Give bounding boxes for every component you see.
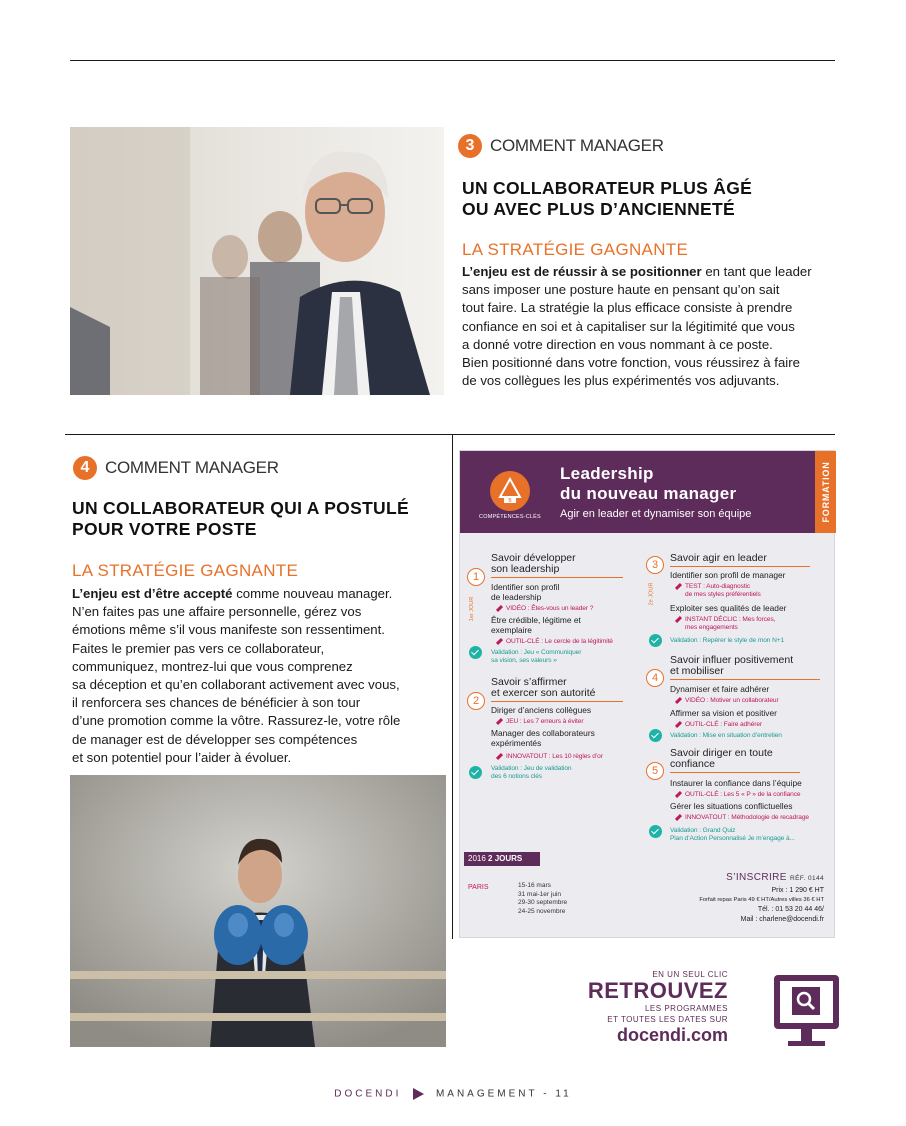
formation-subtitle: Agir en leader et dynamiser son équipe: [560, 508, 752, 520]
body-line: d’une promotion comme la vôtre. Rassurez-le, votre rôle: [72, 713, 401, 729]
module-5-innovatout: INNOVATOUT : Méthodologie de recadrage: [675, 814, 809, 822]
module-5-item: Instaurer la confiance dans l’équipe: [670, 778, 802, 788]
module-2-item: Manager des collaborateurs expérimentés: [491, 728, 595, 748]
module-1-item: Identifier son profil de leadership: [491, 582, 560, 602]
module-2-item: Diriger d’anciens collègues: [491, 705, 592, 715]
module-1-tool: OUTIL-CLÉ : Le cercle de la légitimité: [496, 638, 613, 646]
section-3-label: COMMENT MANAGER: [490, 136, 664, 155]
module-3-item: Identifier son profil de manager: [670, 570, 786, 580]
year-duration-bar: 2016 2 JOURS: [464, 852, 540, 866]
body-line: communiquez, montrez-lui que vous comprenez: [72, 658, 353, 674]
register-link[interactable]: S’INSCRIRE RÉF. 0144: [726, 872, 824, 883]
section-4-heading: [73, 456, 279, 480]
validation-check-icon: [649, 634, 662, 647]
play-arrow-icon: [413, 1088, 424, 1100]
validation-check-icon: [469, 646, 482, 659]
module-2-validation: Validation : Jeu de validation des 6 notions clés: [491, 765, 572, 780]
headline-line: POUR VOTRE POSTE: [72, 519, 257, 539]
competences-cles-logo-icon: [490, 471, 530, 511]
validation-check-icon: [649, 729, 662, 742]
pencil-icon: [675, 721, 682, 728]
module-2-innovatout: INNOVATOUT : Les 10 règles d’or: [496, 753, 603, 761]
promo-block: [588, 970, 728, 1045]
module-4-item: Dynamiser et faire adhérer: [670, 684, 770, 694]
session-dates: 15-16 mars 31 mai-1er juin 29-30 septembre 24-25 novembre: [518, 882, 568, 915]
city-label: PARIS: [468, 884, 489, 891]
section-3-heading: [458, 134, 664, 158]
lead-rest: en tant que leader: [701, 264, 812, 279]
lead-rest: comme nouveau manager.: [232, 586, 393, 601]
svg-text:B: B: [508, 498, 512, 504]
module-1-title: Savoir développer son leadership: [491, 553, 623, 578]
module-5-number: 5: [646, 762, 664, 780]
logo-caption: COMPÉTENCES-CLÉS: [479, 514, 541, 520]
price-contact-block: Prix : 1 290 € HT Forfait repas Paris 49 € HT/Autres villes 36 € HT Tél. : 01 53 20 44 46/ Mail : charlene@docendi.fr: [699, 887, 824, 923]
day-1-label: 1er JOUR: [469, 596, 476, 622]
footer-brand: DOCENDI: [334, 1088, 402, 1100]
section-4-strategy-title: LA STRATÉGIE GAGNANTE: [72, 561, 299, 580]
module-1-validation: Validation : Jeu « Communiquer sa vision, ses valeurs »: [491, 649, 582, 664]
promo-line: EN UN SEUL CLIC: [652, 970, 728, 979]
lead-bold: L’enjeu est de réussir à se positionner: [462, 264, 702, 279]
body-line: de manager est de développer ses compétences: [72, 731, 358, 747]
module-1-item: Être crédible, légitime et exemplaire: [491, 615, 581, 635]
module-1-number: 1: [467, 568, 485, 586]
pencil-icon: [496, 605, 503, 612]
module-5-tool: OUTIL-CLÉ : Les 5 « P » de la confiance: [675, 791, 800, 799]
module-4-item: Affirmer sa vision et positiver: [670, 708, 777, 718]
headline-line: UN COLLABORATEUR PLUS ÂGÉ: [462, 178, 753, 198]
promo-line: ET TOUTES LES DATES SUR: [607, 1015, 728, 1024]
body-line: a donné votre direction en vous nommant à ce poste.: [462, 336, 773, 352]
middle-rule: [65, 434, 835, 435]
module-5-item: Gérer les situations conflictuelles: [670, 801, 793, 811]
module-4-number: 4: [646, 669, 664, 687]
section-4-headline: [72, 498, 409, 540]
lead-bold: L’enjeu est d’être accepté: [72, 586, 233, 601]
module-4-tool: OUTIL-CLÉ : Faire adhérer: [675, 721, 762, 729]
formation-side-tab: FORMATION: [815, 451, 836, 533]
module-4-title: Savoir influer positivement et mobiliser: [670, 655, 820, 680]
body-line: il renforcera ses chances de bénéficier à son tour: [72, 695, 361, 711]
body-line: sans imposer une posture haute en pensant qu’on sait: [462, 282, 780, 298]
section-3-number: 3: [458, 134, 482, 158]
promo-line: LES PROGRAMMES: [644, 1004, 728, 1013]
body-line: émotions même s’il vous manifeste son ressentiment.: [72, 622, 385, 638]
module-5-title: Savoir diriger en toute confiance: [670, 748, 800, 773]
promo-headline: RETROUVEZ: [587, 978, 728, 1003]
website-link[interactable]: docendi.com: [616, 1025, 728, 1045]
section-3-strategy-title: LA STRATÉGIE GAGNANTE: [462, 240, 689, 259]
pencil-icon: [496, 718, 503, 725]
top-rule: [70, 60, 835, 61]
section-4-body: [72, 585, 400, 767]
module-3-validation: Validation : Repérer le style de mon N+1: [670, 637, 785, 644]
body-line: sa déception et qu’en collaborant activement avec vous,: [72, 677, 400, 693]
body-line: Faites le premier pas vers ce collaborateur,: [72, 640, 325, 656]
validation-check-icon: [469, 766, 482, 779]
search-monitor-icon: [774, 975, 839, 1051]
module-3-declic: INSTANT DÉCLIC : Mes forces, mes engagements: [675, 616, 775, 632]
body-line: N’en faites pas une affaire personnelle, gérez vos: [72, 604, 362, 620]
body-line: tout faire. La stratégie la plus efficace consiste à prendre: [462, 300, 793, 316]
module-5-validation: Validation : Grand Quiz Plan d’Action Personnalisé Je m’engage à...: [670, 827, 795, 842]
pencil-icon: [496, 753, 503, 760]
pencil-icon: [675, 697, 682, 704]
section-4-number: 4: [73, 456, 97, 480]
pencil-icon: [675, 583, 682, 590]
module-2-game: JEU : Les 7 erreurs à éviter: [496, 718, 583, 726]
senior-manager-photo: [70, 127, 444, 395]
section-4-label: COMMENT MANAGER: [105, 458, 279, 477]
formation-title: Leadership du nouveau manager: [560, 464, 737, 503]
boxer-businessman-photo: [70, 775, 446, 1047]
headline-line: UN COLLABORATEUR QUI A POSTULÉ: [72, 498, 409, 518]
module-4-validation: Validation : Mise en situation d’entretien: [670, 732, 782, 739]
module-3-number: 3: [646, 556, 664, 574]
day-2-label: 2e JOUR: [648, 582, 655, 606]
footer-section: MANAGEMENT: [435, 1088, 538, 1100]
validation-check-icon: [649, 825, 662, 838]
pencil-icon: [675, 791, 682, 798]
pencil-icon: [675, 616, 682, 623]
module-4-video: VIDÉO : Motiver un collaborateur: [675, 697, 779, 705]
module-3-test: TEST : Auto-diagnostic de mes styles préférentiels: [675, 583, 761, 599]
formation-box: [459, 450, 835, 938]
formation-header: [460, 451, 815, 533]
module-1-video: VIDÉO : Êtes-vous un leader ?: [496, 605, 593, 613]
pencil-icon: [675, 814, 682, 821]
body-line: et son potentiel pour l’aider à évoluer.: [72, 749, 292, 765]
body-line: Bien positionné dans votre fonction, vous réussirez à faire: [462, 355, 800, 371]
module-2-number: 2: [467, 692, 485, 710]
footer-page-number: - 11: [543, 1088, 572, 1100]
section-3-headline: [462, 178, 752, 220]
headline-line: OU AVEC PLUS D’ANCIENNETÉ: [462, 199, 735, 219]
body-line: confiance en soi et à capitaliser sur la légitimité que vous: [462, 318, 795, 334]
body-line: de vos collègues les plus expérimentés vos adjuvants.: [462, 373, 780, 389]
page-footer: [0, 1088, 906, 1100]
column-divider: [452, 434, 453, 939]
module-3-title: Savoir agir en leader: [670, 553, 810, 567]
module-2-title: Savoir s’affirmer et exercer son autorité: [491, 677, 623, 702]
module-3-item: Exploiter ses qualités de leader: [670, 603, 787, 613]
pencil-icon: [496, 638, 503, 645]
section-3-body: [462, 263, 812, 390]
